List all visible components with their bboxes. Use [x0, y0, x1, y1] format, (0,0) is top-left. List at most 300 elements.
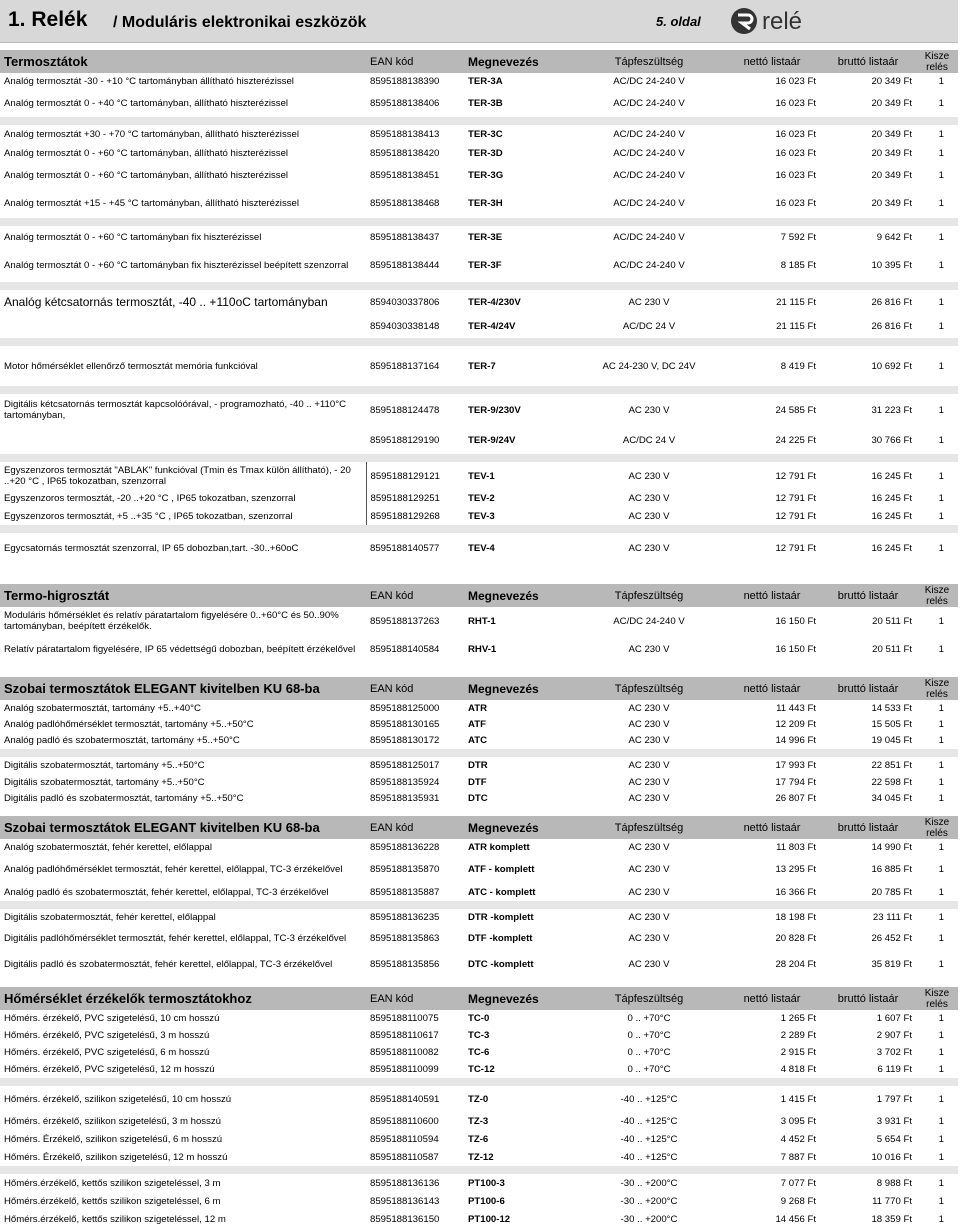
- product-row: [0, 533, 958, 563]
- product-name: TC-6: [468, 1047, 490, 1058]
- product-power: 0 .. +70°C: [627, 1047, 671, 1058]
- product-power: 0 .. +70°C: [627, 1064, 671, 1075]
- section-sensors: [0, 987, 958, 1228]
- product-net-price: 8 419 Ft: [780, 360, 816, 372]
- product-row: [0, 757, 958, 774]
- product-qty: 1: [938, 1151, 944, 1163]
- product-row: [0, 839, 958, 855]
- product-ean: 8595188129121: [366, 462, 464, 490]
- product-net-price: 11 803 Ft: [776, 841, 816, 853]
- product-description: Egyszenzoros termosztát "ABLAK" funkcióval (Tmin és Tmax külön állítható), - 20 ..+20 °C , IP65 tokozatban, szenzorral: [4, 465, 351, 487]
- product-power: AC 230 V: [628, 932, 670, 944]
- product-net-price: 14 456 Ft: [775, 1213, 816, 1225]
- product-net-price: 16 023 Ft: [775, 75, 816, 87]
- product-name: TC-3: [468, 1030, 490, 1041]
- page-subtitle: / Moduláris elektronikai eszközök: [113, 14, 367, 31]
- product-name: ATF: [468, 718, 486, 730]
- product-qty: 1: [938, 470, 944, 482]
- column-power: Tápfeszültség: [574, 816, 724, 839]
- product-row: [0, 490, 958, 507]
- product-qty: 1: [938, 1064, 944, 1075]
- product-ean: 8595188135856: [370, 958, 440, 970]
- column-gross: bruttó listaár: [820, 584, 916, 607]
- product-ean: 8595188129268: [366, 507, 464, 525]
- product-power: AC/DC 24-240 V: [613, 147, 685, 159]
- product-ean: 8595188138451: [370, 169, 440, 181]
- product-qty: 1: [938, 231, 944, 243]
- section-header-row: [0, 987, 958, 1010]
- product-net-price: 16 023 Ft: [775, 129, 816, 140]
- product-qty: 1: [938, 1133, 944, 1145]
- product-ean: 8595188136136: [370, 1177, 440, 1189]
- product-gross-price: 11 770 Ft: [872, 1195, 912, 1207]
- product-net-price: 7 887 Ft: [780, 1151, 816, 1163]
- product-ean: 8595188136228: [370, 841, 440, 853]
- product-net-price: 16 366 Ft: [775, 886, 816, 898]
- product-net-price: 2 289 Ft: [780, 1030, 816, 1041]
- product-power: AC/DC 24-240 V: [613, 129, 685, 140]
- product-row: [0, 346, 958, 386]
- product-description: Hőmérs. érzékelő, PVC szigetelésű, 10 cm hosszú: [4, 1013, 220, 1024]
- product-ean: 8595188110594: [370, 1133, 439, 1145]
- product-qty: 1: [938, 1115, 944, 1127]
- product-gross-price: 31 223 Ft: [871, 404, 912, 416]
- product-gross-price: 14 990 Ft: [871, 841, 912, 853]
- product-description: Egycsatornás termosztát szenzorral, IP 65 dobozban,tart. -30..+60oC: [4, 542, 299, 554]
- product-gross-price: 2 907 Ft: [876, 1030, 912, 1041]
- product-ean: 8595188138390: [370, 75, 440, 87]
- product-ean: 8594030338148: [370, 320, 440, 332]
- section-elegant-2: [0, 816, 958, 977]
- product-gross-price: 10 395 Ft: [871, 259, 912, 271]
- product-name: RHT-1: [468, 615, 496, 627]
- product-gross-price: 15 505 Ft: [871, 718, 912, 730]
- product-qty: 1: [938, 776, 944, 788]
- row-separator: [0, 1078, 958, 1086]
- column-name: Megnevezés: [464, 50, 574, 73]
- product-qty: 1: [938, 259, 944, 271]
- section-title: Termo-higrosztát: [0, 584, 366, 607]
- product-row: [0, 188, 958, 218]
- product-description: Hőmérs. Érzékelő, szilikon szigetelésű, 6 m hosszú: [4, 1133, 223, 1145]
- product-row: [0, 883, 958, 901]
- product-gross-price: 26 816 Ft: [871, 320, 912, 332]
- product-description: Digitális kétcsatornás termosztát kapcsolóórával, - programozható, -40 .. +110°C tartományban,: [4, 399, 346, 421]
- product-description: Relatív páratartalom figyelésére, IP 65 védettségű dobozban, beépített érzékelővel: [4, 643, 356, 655]
- page-number: 5. oldal: [656, 14, 701, 29]
- product-qty: 1: [938, 615, 944, 627]
- row-separator: [0, 749, 958, 757]
- product-row: [0, 248, 958, 282]
- product-description: Hőmérs. érzékelő, szilikon szigetelésű, 3 m hosszú: [4, 1115, 222, 1127]
- product-name: TER-4/230V: [468, 296, 521, 308]
- row-separator: [0, 282, 958, 290]
- product-qty: 1: [938, 911, 944, 923]
- product-gross-price: 16 245 Ft: [871, 542, 912, 554]
- product-name: TER-3H: [468, 197, 503, 209]
- product-gross-price: 20 349 Ft: [871, 147, 912, 159]
- product-power: AC/DC 24-240 V: [613, 231, 685, 243]
- product-qty: 1: [938, 75, 944, 87]
- product-ean: 8595188110075: [370, 1013, 439, 1024]
- section-header-row: [0, 816, 958, 839]
- product-ean: 8595188136235: [370, 911, 440, 923]
- product-gross-price: 20 511 Ft: [872, 615, 912, 627]
- product-gross-price: 20 349 Ft: [871, 197, 912, 209]
- product-power: AC 230 V: [628, 702, 670, 714]
- product-description: Analóg padló és szobatermosztát, tartomány +5..+50°C: [4, 735, 240, 746]
- column-net: nettó listaár: [724, 987, 820, 1010]
- product-gross-price: 34 045 Ft: [871, 793, 912, 804]
- row-separator: [0, 901, 958, 909]
- product-net-price: 8 185 Ft: [780, 259, 816, 271]
- product-gross-price: 16 245 Ft: [871, 493, 912, 504]
- product-ean: 8595188138468: [370, 197, 440, 209]
- product-description: Hőmérs. Érzékelő, szilikon szigetelésű, 12 m hosszú: [4, 1151, 228, 1163]
- product-name: TZ-6: [468, 1133, 489, 1145]
- product-description: Digitális padló és szobatermosztát, fehér kerettel, előlappal, TC-3 érzékelővel: [4, 958, 333, 970]
- column-net: nettó listaár: [724, 816, 820, 839]
- product-qty: 1: [938, 1213, 944, 1225]
- column-qty: Kisze relés: [916, 677, 958, 700]
- product-name: DTR: [468, 760, 488, 771]
- product-net-price: 21 115 Ft: [776, 296, 816, 308]
- column-power: Tápfeszültség: [574, 987, 724, 1010]
- product-ean: 8595188140584: [370, 643, 440, 655]
- product-row: [0, 1210, 958, 1228]
- product-power: AC/DC 24-240 V: [613, 197, 685, 209]
- product-gross-price: 35 819 Ft: [871, 958, 912, 970]
- product-net-price: 12 791 Ft: [775, 493, 816, 504]
- product-row: [0, 144, 958, 162]
- product-name: TER-3F: [468, 259, 502, 271]
- product-name: TEV-3: [468, 510, 495, 522]
- product-row: [0, 1192, 958, 1210]
- column-ean: EAN kód: [366, 987, 464, 1010]
- product-net-price: 24 585 Ft: [775, 404, 816, 416]
- product-gross-price: 20 349 Ft: [871, 97, 912, 109]
- product-net-price: 18 198 Ft: [775, 911, 816, 923]
- product-qty: 1: [938, 542, 944, 554]
- product-gross-price: 26 452 Ft: [871, 932, 912, 944]
- rele-logo-icon: [730, 5, 830, 37]
- product-qty: 1: [938, 793, 944, 804]
- product-power: AC/DC 24 V: [622, 320, 676, 332]
- product-net-price: 3 095 Ft: [780, 1115, 816, 1127]
- product-ean: 8595188138444: [370, 259, 440, 271]
- product-qty: 1: [938, 197, 944, 209]
- product-ean: 8595188136150: [370, 1213, 440, 1225]
- product-ean: 8595188135924: [370, 776, 440, 788]
- product-row: [0, 790, 958, 807]
- product-net-price: 26 807 Ft: [775, 793, 816, 804]
- product-net-price: 7 077 Ft: [780, 1177, 816, 1189]
- product-description: Analóg termosztát 0 - +40 °C tartományban, állítható hiszterézissel: [4, 97, 289, 109]
- product-row: [0, 162, 958, 188]
- product-ean: 8594030337806: [370, 296, 440, 308]
- product-power: AC 230 V: [628, 643, 670, 655]
- product-power: AC 230 V: [628, 958, 670, 970]
- product-qty: 1: [938, 735, 944, 746]
- section-termosztatok: [0, 50, 958, 563]
- product-gross-price: 22 851 Ft: [871, 760, 912, 771]
- product-qty: 1: [938, 493, 944, 504]
- product-description: Analóg padló és szobatermosztát, fehér kerettel, előlappal, TC-3 érzékelővel: [4, 886, 329, 898]
- product-ean: 8595188130165: [370, 718, 440, 730]
- product-qty: 1: [938, 1177, 944, 1189]
- product-description: Moduláris hőmérséklet és relatív páratartalom figyelésére 0..+60°C és 50..90% tartományban, beépített érzékelők.: [4, 610, 339, 632]
- product-net-price: 28 204 Ft: [775, 958, 816, 970]
- product-description: Hőmérs.érzékelő, kettős szilikon szigeteléssel, 6 m: [4, 1195, 221, 1207]
- product-description: [0, 426, 366, 454]
- product-ean: 8595188130172: [370, 735, 440, 746]
- product-name: TER-4/24V: [468, 320, 516, 332]
- column-ean: EAN kód: [366, 816, 464, 839]
- product-gross-price: 30 766 Ft: [871, 434, 912, 446]
- column-net: nettó listaár: [724, 584, 820, 607]
- product-gross-price: 19 045 Ft: [871, 735, 912, 746]
- product-row: [0, 1061, 958, 1078]
- product-description: Hőmérs. érzékelő, PVC szigetelésű, 3 m hosszú: [4, 1030, 210, 1041]
- product-row: [0, 1010, 958, 1027]
- product-gross-price: 20 785 Ft: [871, 886, 912, 898]
- product-ean: 8595188138406: [370, 97, 440, 109]
- product-qty: 1: [938, 97, 944, 109]
- product-qty: 1: [938, 320, 944, 332]
- column-ean: EAN kód: [366, 584, 464, 607]
- product-ean: 8595188137263: [370, 615, 440, 627]
- product-name: TC-12: [468, 1064, 495, 1075]
- product-gross-price: 9 642 Ft: [876, 231, 912, 243]
- product-power: AC 230 V: [628, 404, 670, 416]
- product-ean: 8595188140577: [370, 542, 440, 554]
- product-power: AC/DC 24-240 V: [613, 97, 685, 109]
- product-name: TER-3A: [468, 75, 503, 87]
- product-power: AC/DC 24-240 V: [613, 615, 685, 627]
- product-power: AC 230 V: [628, 760, 670, 771]
- product-name: TEV-4: [468, 542, 495, 554]
- product-ean: 8595188110099: [370, 1064, 439, 1075]
- product-gross-price: 8 988 Ft: [876, 1177, 912, 1189]
- product-row: [0, 855, 958, 883]
- column-ean: EAN kód: [366, 677, 464, 700]
- product-net-price: 12 209 Ft: [775, 718, 816, 730]
- product-power: AC 230 V: [628, 863, 670, 875]
- product-net-price: 24 225 Ft: [775, 434, 816, 446]
- product-description: Analóg padlóhőmérséklet termosztát, tartomány +5..+50°C: [4, 718, 254, 730]
- product-name: ATR komplett: [468, 841, 530, 853]
- product-ean: 8595188138413: [370, 129, 440, 140]
- product-ean: 8595188135887: [370, 886, 440, 898]
- product-ean: 8595188124478: [370, 404, 440, 416]
- row-separator: [0, 386, 958, 394]
- product-name: PT100-3: [468, 1177, 505, 1189]
- product-name: TER-9/24V: [468, 434, 516, 446]
- product-gross-price: 1 797 Ft: [876, 1093, 912, 1105]
- product-power: AC 230 V: [628, 470, 670, 482]
- product-net-price: 9 268 Ft: [780, 1195, 816, 1207]
- section-header-row: [0, 50, 958, 73]
- product-power: AC 230 V: [628, 296, 670, 308]
- product-ean: 8595188129251: [366, 490, 464, 507]
- product-description: Egyszenzoros termosztát, -20 ..+20 °C , IP65 tokozatban, szenzorral: [4, 493, 296, 504]
- product-power: -40 .. +125°C: [620, 1151, 678, 1163]
- product-power: -40 .. +125°C: [620, 1133, 678, 1145]
- row-separator: [0, 1166, 958, 1174]
- product-gross-price: 16 245 Ft: [871, 470, 912, 482]
- product-row: [0, 1086, 958, 1112]
- product-name: TER-3E: [468, 231, 503, 243]
- product-ean: 8595188138420: [370, 147, 440, 159]
- product-gross-price: 10 016 Ft: [871, 1151, 912, 1163]
- product-ean: 8595188129190: [370, 434, 440, 446]
- product-name: TER-3D: [468, 147, 503, 159]
- product-description: Analóg termosztát +30 - +70 °C tartományban, állítható hiszterézissel: [4, 129, 299, 140]
- column-qty: Kisze relés: [916, 816, 958, 839]
- product-power: AC 230 V: [628, 718, 670, 730]
- page-header: [0, 0, 958, 43]
- section-title: Szobai termosztátok ELEGANT kivitelben KU 68-ba: [0, 816, 366, 839]
- product-net-price: 4 452 Ft: [780, 1133, 816, 1145]
- product-description: Digitális szobatermosztát, tartomány +5..+50°C: [4, 760, 205, 771]
- product-qty: 1: [938, 702, 944, 714]
- product-qty: 1: [938, 718, 944, 730]
- product-row: [0, 125, 958, 144]
- product-row: [0, 290, 958, 314]
- column-net: nettó listaár: [724, 677, 820, 700]
- product-ean: 8595188135863: [370, 932, 440, 944]
- product-description: Egyszenzoros termosztát, +5 ..+35 °C , IP65 tokozatban, szenzorral: [4, 510, 293, 522]
- product-net-price: 2 915 Ft: [780, 1047, 816, 1058]
- product-row: [0, 1027, 958, 1044]
- product-power: AC 230 V: [628, 911, 670, 923]
- product-name: TEV-1: [468, 470, 495, 482]
- page-title: 1. Relék: [8, 8, 88, 31]
- product-net-price: 12 791 Ft: [775, 470, 816, 482]
- product-qty: 1: [938, 434, 944, 446]
- product-row: [0, 462, 958, 490]
- product-name: RHV-1: [468, 643, 497, 655]
- product-gross-price: 3 931 Ft: [876, 1115, 912, 1127]
- product-net-price: 11 443 Ft: [776, 702, 816, 714]
- product-row: [0, 1112, 958, 1130]
- product-power: AC 230 V: [628, 735, 670, 746]
- product-qty: 1: [938, 841, 944, 853]
- column-ean: EAN kód: [366, 50, 464, 73]
- product-description: Analóg termosztát 0 - +60 °C tartományban, állítható hiszterézissel: [4, 147, 289, 159]
- product-net-price: 16 150 Ft: [775, 615, 816, 627]
- product-gross-price: 6 119 Ft: [877, 1064, 912, 1075]
- product-gross-price: 10 692 Ft: [871, 360, 912, 372]
- column-qty: Kisze relés: [916, 987, 958, 1010]
- column-power: Tápfeszültség: [574, 584, 724, 607]
- product-name: ATF - komplett: [468, 863, 535, 875]
- product-description: Digitális padló és szobatermosztát, tartomány +5..+50°C: [4, 793, 244, 804]
- row-separator: [0, 218, 958, 226]
- product-row: [0, 716, 958, 732]
- product-gross-price: 18 359 Ft: [871, 1213, 912, 1225]
- product-gross-price: 23 111 Ft: [872, 911, 912, 923]
- product-description: Hőmérs.érzékelő, kettős szilikon szigeteléssel, 12 m: [4, 1213, 226, 1225]
- column-gross: bruttó listaár: [820, 677, 916, 700]
- column-qty: Kisze relés: [916, 584, 958, 607]
- product-description: Hőmérs. érzékelő, PVC szigetelésű, 12 m hosszú: [4, 1064, 215, 1075]
- product-row: [0, 607, 958, 635]
- product-name: DTR -komplett: [468, 911, 534, 923]
- product-ean: 8595188135931: [370, 793, 440, 804]
- product-description: Digitális padlóhőmérséklet termosztát, fehér kerettel, előlappal, TC-3 érzékelővel: [4, 932, 347, 944]
- product-row: [0, 1148, 958, 1166]
- product-name: TZ-12: [468, 1151, 494, 1163]
- product-name: TER-9/230V: [468, 404, 521, 416]
- product-description: Analóg termosztát 0 - +60 °C tartományban, állítható hiszterézissel: [4, 169, 289, 181]
- logo-text: relé: [762, 8, 803, 35]
- product-power: -30 .. +200°C: [620, 1177, 678, 1189]
- column-net: nettó listaár: [724, 50, 820, 73]
- product-power: AC 230 V: [628, 510, 670, 522]
- column-power: Tápfeszültség: [574, 677, 724, 700]
- product-name: TZ-0: [468, 1093, 489, 1105]
- product-power: AC 230 V: [628, 542, 670, 554]
- product-gross-price: 3 702 Ft: [876, 1047, 912, 1058]
- product-description: Digitális szobatermosztát, fehér kerettel, előlappal: [4, 911, 216, 923]
- product-qty: 1: [938, 296, 944, 308]
- product-name: ATC - komplett: [468, 886, 536, 898]
- product-row: [0, 635, 958, 663]
- product-row: [0, 89, 958, 117]
- column-gross: bruttó listaár: [820, 816, 916, 839]
- product-net-price: 4 818 Ft: [780, 1064, 816, 1075]
- product-net-price: 16 023 Ft: [775, 97, 816, 109]
- product-qty: 1: [938, 1093, 944, 1105]
- column-name: Megnevezés: [464, 987, 574, 1010]
- product-name: PT100-12: [468, 1213, 511, 1225]
- product-net-price: 16 023 Ft: [775, 169, 816, 181]
- row-separator: [0, 525, 958, 533]
- product-row: [0, 314, 958, 338]
- product-name: DTC: [468, 793, 488, 804]
- product-description: Analóg termosztát +15 - +45 °C tartományban, állítható hiszterézissel: [4, 197, 299, 209]
- product-description: Analóg termosztát 0 - +60 °C tartományban fix hiszterézissel beépített szenzorral: [4, 259, 349, 271]
- product-gross-price: 22 598 Ft: [871, 776, 912, 788]
- column-gross: bruttó listaár: [820, 50, 916, 73]
- product-name: TEV-2: [468, 493, 495, 504]
- product-ean: 8595188110082: [370, 1047, 439, 1058]
- product-row: [0, 909, 958, 925]
- product-ean: 8595188135870: [370, 863, 440, 875]
- product-net-price: 17 794 Ft: [775, 776, 816, 788]
- product-net-price: 1 265 Ft: [780, 1013, 816, 1024]
- product-name: TER-3G: [468, 169, 504, 181]
- product-row: [0, 925, 958, 951]
- product-qty: 1: [938, 1013, 944, 1024]
- product-ean: 8595188125000: [370, 702, 440, 714]
- column-name: Megnevezés: [464, 677, 574, 700]
- product-name: TER-3C: [468, 129, 503, 140]
- product-gross-price: 5 654 Ft: [876, 1133, 912, 1145]
- product-gross-price: 16 885 Ft: [871, 863, 912, 875]
- product-qty: 1: [938, 147, 944, 159]
- section-title: Termosztátok: [0, 50, 366, 73]
- product-ean: 8595188110587: [370, 1151, 439, 1163]
- product-description: Analóg kétcsatornás termosztát, -40 .. +110oC tartományban: [4, 295, 328, 309]
- product-row: [0, 394, 958, 426]
- product-qty: 1: [938, 1047, 944, 1058]
- product-qty: 1: [938, 1195, 944, 1207]
- section-header-row: [0, 677, 958, 700]
- product-row: [0, 1130, 958, 1148]
- product-row: [0, 1174, 958, 1192]
